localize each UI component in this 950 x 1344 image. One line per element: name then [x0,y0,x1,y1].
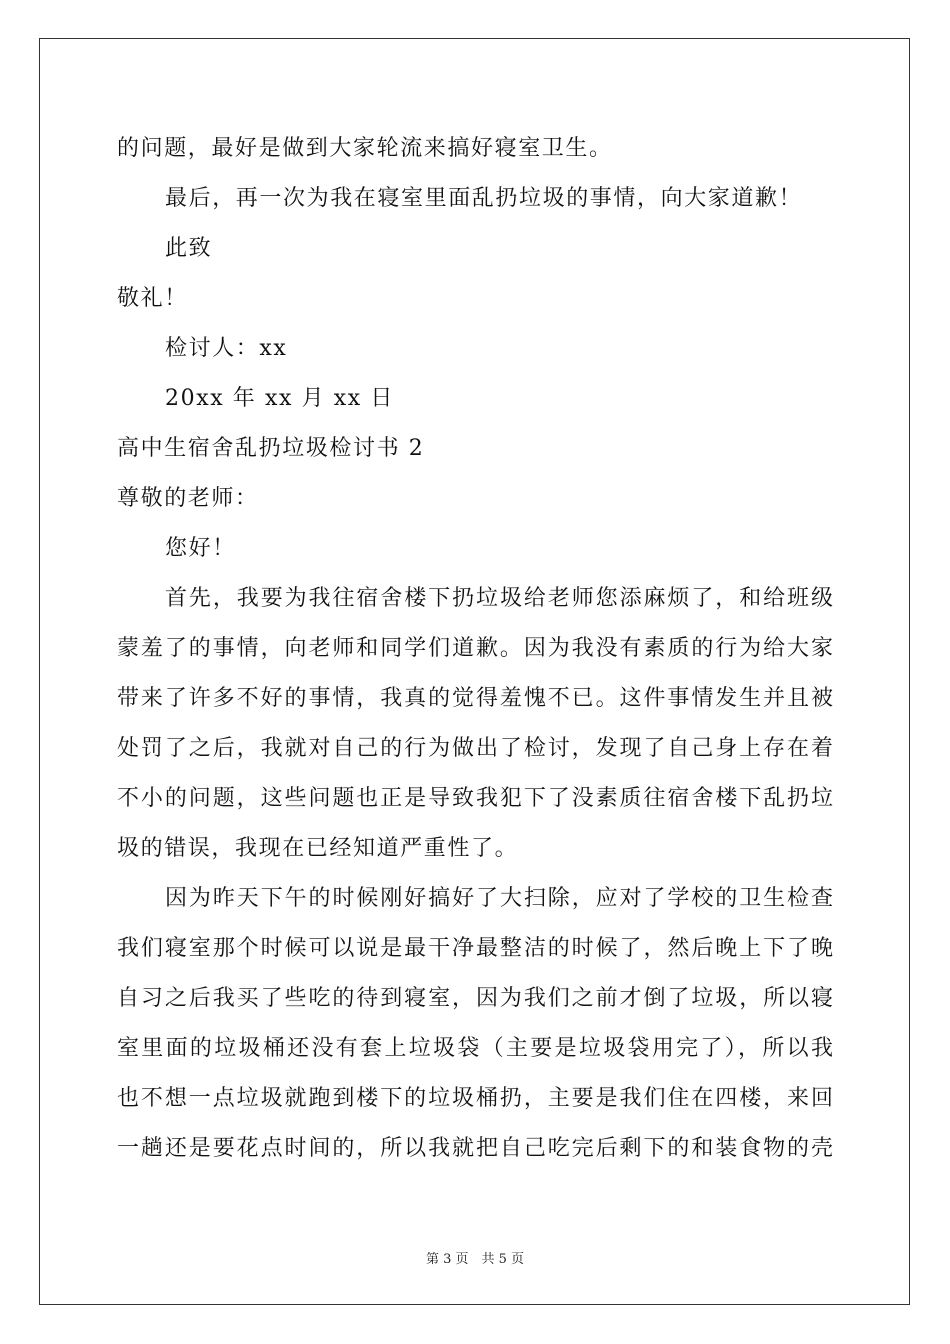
page-number-footer: 第 3 页 共 5 页 [425,1252,525,1267]
text-line: 最后，再一次为我在寝室里面乱扔垃圾的事情，向大家道歉！ [165,186,803,211]
text-line: 圾的错误，我现在已经知道严重性了。 [117,836,519,861]
section-title: 高中生宿舍乱扔垃圾检讨书 2 [117,436,425,461]
greeting: 您好！ [165,536,236,561]
text-line: 一趟还是要花点时间的，所以我就把自己吃完后剩下的和装食物的壳 [117,1136,833,1161]
text-line: 我们寝室那个时候可以说是最干净最整洁的时候了，然后晚上下了晚 [117,936,833,961]
date-line: 20xx 年 xx 月 xx 日 [165,386,395,411]
text-line: 处罚了之后，我就对自己的行为做出了检讨，发现了自己身上存在着 [117,736,833,761]
salutation: 尊敬的老师： [117,486,259,511]
text-line: 蒙羞了的事情，向老师和同学们道歉。因为我没有素质的行为给大家 [117,636,833,661]
text-line: 不小的问题，这些问题也正是导致我犯下了没素质往宿舍楼下乱扔垃 [117,786,833,811]
signature-line: 检讨人：xx [165,336,288,361]
text-line: 因为昨天下午的时候刚好搞好了大扫除，应对了学校的卫生检查 [165,886,833,911]
text-line: 的问题，最好是做到大家轮流来搞好寝室卫生。 [117,136,613,161]
text-line: 也不想一点垃圾就跑到楼下的垃圾桶扔，主要是我们住在四楼，来回 [117,1086,833,1111]
document-body [117,124,833,1174]
text-line: 带来了许多不好的事情，我真的觉得羞愧不已。这件事情发生并且被 [117,686,833,711]
text-line: 自习之后我买了些吃的待到寝室，因为我们之前才倒了垃圾，所以寝 [117,986,833,1011]
closing-regards: 敬礼！ [117,286,188,311]
text-line: 室里面的垃圾桶还没有套上垃圾袋（主要是垃圾袋用完了），所以我 [117,1036,833,1061]
closing-salutation: 此致 [165,236,213,261]
text-line: 首先，我要为我往宿舍楼下扔垃圾给老师您添麻烦了，和给班级 [165,586,833,611]
